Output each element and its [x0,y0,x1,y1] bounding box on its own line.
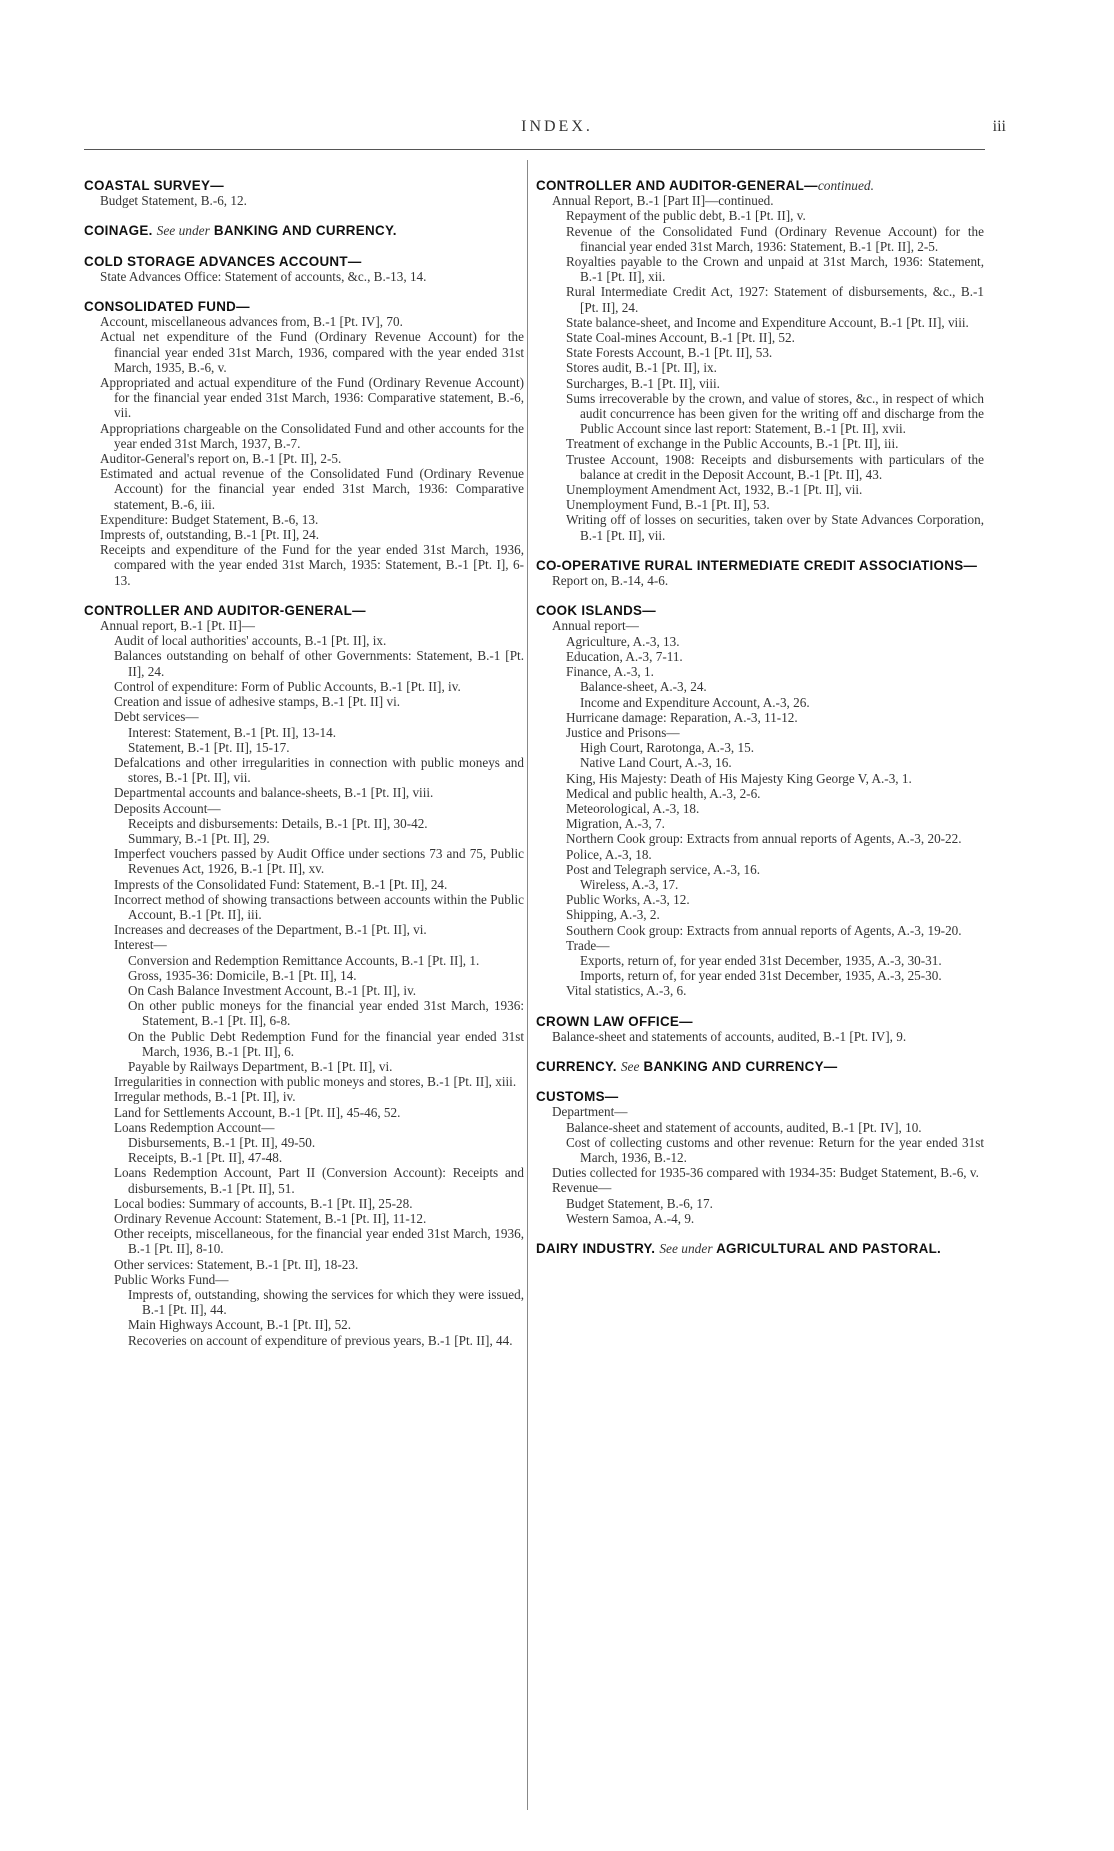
index-entry: Income and Expenditure Account, A.-3, 26. [580,694,810,710]
index-entry: Report on, B.-14, 4-6. [552,573,669,589]
section-heading [84,299,524,314]
index-entry: Gross, 1935-36: Domicile, B.-1 [Pt. II], 14. [128,967,357,983]
index-entry: Disbursements, B.-1 [Pt. II], 49-50. [128,1134,316,1150]
index-entry: Imprests of, outstanding, B.-1 [Pt. II], 24. [100,527,320,543]
index-entry: Rural Intermediate Credit Act, 1927: Statement of disbursements, &c., B.-1 [Pt. II], 24. [566,284,984,315]
index-entry: Loans Redemption Account, Part II (Conversion Account): Receipts and disbursements, B.-1 [Pt. II], 51. [114,1165,524,1196]
index-entry: Receipts, B.-1 [Pt. II], 47-48. [128,1150,283,1166]
index-entry: Public Works Fund— [114,1271,229,1287]
index-entry: Police, A.-3, 18. [566,846,652,862]
section-heading [536,1059,984,1074]
index-section [84,603,524,1348]
index-entry: Repayment of the public debt, B.-1 [Pt. II], v. [566,208,806,224]
section-heading [536,178,984,193]
index-entry: Imports, return of, for year ended 31st December, 1935, A.-3, 25-30. [580,968,942,984]
page-header [0,118,1114,142]
index-entry: Finance, A.-3, 1. [566,664,654,680]
index-entry: Writing off of losses on securities, taken over by State Advances Corporation, B.-1 [Pt. II], vii. [566,512,984,543]
index-entry: Post and Telegraph service, A.-3, 16. [566,861,761,877]
index-entry: Other services: Statement, B.-1 [Pt. II], 18-23. [114,1256,359,1272]
index-entry: On Cash Balance Investment Account, B.-1 [Pt. II], iv. [128,982,417,998]
index-entry: Annual report— [552,618,639,634]
section-heading [536,1241,984,1256]
index-entry: Appropriations chargeable on the Consolidated Fund and other accounts for the year ended 31st March, 1937, B.-7. [100,420,524,451]
index-entry: Conversion and Redemption Remittance Accounts, B.-1 [Pt. II], 1. [128,952,480,968]
index-entry: Statement, B.-1 [Pt. II], 15-17. [128,739,290,755]
index-entry: Creation and issue of adhesive stamps, B.-1 [Pt. II] vi. [114,694,401,710]
index-section [536,1059,984,1074]
section-heading [536,1014,984,1029]
index-section [536,1241,984,1256]
index-entry: Balance-sheet and statements of accounts, audited, B.-1 [Pt. IV], 9. [552,1028,907,1044]
index-entry: Local bodies: Summary of accounts, B.-1 [Pt. II], 25-28. [114,1195,413,1211]
heading-text: COINAGE. [84,223,153,239]
index-entry: Unemployment Amendment Act, 1932, B.-1 [Pt. II], vii. [566,482,863,498]
index-entry: Imprests of the Consolidated Fund: Statement, B.-1 [Pt. II], 24. [114,876,448,892]
index-entry: Balance-sheet and statement of accounts, audited, B.-1 [Pt. IV], 10. [566,1119,922,1135]
index-entry: State Coal-mines Account, B.-1 [Pt. II], 52. [566,330,795,346]
index-section [84,178,524,208]
index-entry: Balances outstanding on behalf of other Governments: Statement, B.-1 [Pt. II], 24. [114,648,524,679]
index-entry: Loans Redemption Account— [114,1119,275,1135]
index-entry: Annual report, B.-1 [Pt. II]— [100,618,255,634]
index-entry: Summary, B.-1 [Pt. II], 29. [128,830,270,846]
index-section [536,603,984,998]
heading-suffix: continued. [817,178,874,193]
index-entry: High Court, Rarotonga, A.-3, 15. [580,740,754,756]
index-entry: Deposits Account— [114,800,221,816]
index-entry: Receipts and disbursements: Details, B.-1 [Pt. II], 30-42. [128,815,428,831]
heading-text: CONTROLLER AND AUDITOR-GENERAL— [84,602,366,618]
index-entry: Ordinary Revenue Account: Statement, B.-1 [Pt. II], 11-12. [114,1211,427,1226]
heading-text: DAIRY INDUSTRY. [536,1241,656,1256]
see-reference-label: See under [156,223,210,239]
section-heading [84,178,524,193]
index-entry: On the Public Debt Redemption Fund for the financial year ended 31st March, 1936, B.-1 [Pt. II], 6. [128,1028,524,1059]
index-section [84,223,524,238]
see-reference-target: AGRICULTURAL AND PASTORAL. [716,1241,942,1256]
index-entry: Trustee Account, 1908: Receipts and disbursements with particulars of the balance at credit in the Deposit Account, B.-1 [Pt. II], 43. [566,451,984,482]
index-entry: Estimated and actual revenue of the Consolidated Fund (Ordinary Revenue Account) for the financial year ended 31st March, 1936: Comparative statement, B.-6, iii. [100,466,524,512]
index-section [536,1014,984,1044]
index-entry: Land for Settlements Account, B.-1 [Pt. II], 45-46, 52. [114,1104,401,1120]
index-entry: Southern Cook group: Extracts from annual reports of Agents, A.-3, 19-20. [566,922,962,938]
index-entry: Defalcations and other irregularities in connection with public moneys and stores, B.-1 [Pt. II], vii. [114,754,524,786]
index-entry: Account, miscellaneous advances from, B.-1 [Pt. IV], 70. [100,314,403,330]
index-entry: Balance-sheet, A.-3, 24. [580,679,707,695]
index-entry: Sums irrecoverable by the crown, and value of stores, &c., in respect of which audit concurrence has been given for the writing off and discharge from the Public Account since last report: Statement, B.-1 [Pt. II], xvii. [566,390,984,437]
index-entry: Payable by Railways Department, B.-1 [Pt. II], vi. [128,1058,393,1074]
index-entry: Imprests of, outstanding, showing the services for which they were issued, B.-1 [Pt. II], 44. [128,1287,524,1318]
index-entry: Other receipts, miscellaneous, for the financial year ended 31st March, 1936, B.-1 [Pt. II], 8-10. [114,1226,524,1257]
index-entry: Duties collected for 1935-36 compared with 1934-35: Budget Statement, B.-6, v. [552,1165,979,1181]
index-entry: State Forests Account, B.-1 [Pt. II], 53. [566,345,773,361]
index-entry: Incorrect method of showing transactions between accounts within the Public Account, B.-1 [Pt. II], iii. [114,891,524,922]
index-entry: King, His Majesty: Death of His Majesty King George V, A.-3, 1. [566,770,912,786]
index-section [84,254,524,284]
index-entry: Audit of local authorities' accounts, B.-1 [Pt. II], ix. [114,633,387,649]
index-entry: Main Highways Account, B.-1 [Pt. II], 52. [128,1317,352,1333]
column-divider [527,160,528,1810]
index-entry: Surcharges, B.-1 [Pt. II], viii. [566,375,720,391]
index-entry: Meteorological, A.-3, 18. [566,800,700,816]
index-entry: Revenue— [552,1180,612,1196]
page-title: INDEX. [521,118,593,135]
left-column [84,178,524,1363]
index-entry: Hurricane damage: Reparation, A.-3, 11-12. [566,709,798,725]
index-entry: State balance-sheet, and Income and Expenditure Account, B.-1 [Pt. II], viii. [566,314,969,330]
index-section [536,558,984,588]
index-entry: Expenditure: Budget Statement, B.-6, 13. [100,511,319,527]
right-column [536,178,984,1271]
index-entry: Auditor-General's report on, B.-1 [Pt. II], 2-5. [100,451,342,467]
heading-text: CONTROLLER AND AUDITOR-GENERAL— [536,178,818,193]
index-entry: Appropriated and actual expenditure of the Fund (Ordinary Revenue Account) for the financial year ended 31st March, 1936: Comparative statement, B.-6, vii. [100,375,524,421]
index-entry: Treatment of exchange in the Public Accounts, B.-1 [Pt. II], iii. [566,436,899,452]
index-entry: Native Land Court, A.-3, 16. [580,755,732,771]
index-entry: Unemployment Fund, B.-1 [Pt. II], 53. [566,497,770,513]
index-entry: Irregularities in connection with public moneys and stores, B.-1 [Pt. II], xiii. [114,1074,517,1090]
header-rule [84,149,985,150]
heading-text: CROWN LAW OFFICE— [536,1013,693,1029]
see-reference-target: BANKING AND CURRENCY. [213,223,397,239]
index-entry: Actual net expenditure of the Fund (Ordinary Revenue Account) for the financial year ended 31st March, 1936, compared with the year ended 31st March, 1935, B.-6, v. [100,329,524,375]
index-entry: Vital statistics, A.-3, 6. [566,983,687,999]
section-heading [536,1089,984,1104]
index-entry: Budget Statement, B.-6, 12. [100,193,247,209]
index-entry: Increases and decreases of the Department, B.-1 [Pt. II], vi. [114,922,427,938]
heading-text: COOK ISLANDS— [536,603,656,619]
index-entry: Justice and Prisons— [566,724,680,740]
index-entry: On other public moneys for the financial year ended 31st March, 1936: Statement, B.-1 [Pt. II], 6-8. [128,998,524,1029]
index-entry: Wireless, A.-3, 17. [580,876,679,892]
index-entry: Cost of collecting customs and other revenue: Return for the year ended 31st March, 1936, B.-12. [566,1134,984,1165]
heading-text: CURRENCY. [536,1058,617,1074]
index-entry: Debt services— [114,709,199,725]
index-entry: Western Samoa, A.-4, 9. [566,1210,695,1226]
section-heading [536,558,984,573]
index-entry: Departmental accounts and balance-sheets, B.-1 [Pt. II], viii. [114,785,434,801]
index-entry: Public Works, A.-3, 12. [566,892,690,908]
heading-text: CO-OPERATIVE RURAL INTERMEDIATE CREDIT ASSOCIATIONS— [536,557,978,573]
index-entry: Control of expenditure: Form of Public Accounts, B.-1 [Pt. II], iv. [114,678,461,694]
index-entry: Recoveries on account of expenditure of previous years, B.-1 [Pt. II], 44. [128,1332,513,1348]
section-heading [84,603,524,618]
index-entry: Imperfect vouchers passed by Audit Office under sections 73 and 75, Public Revenues Act, 1926, B.-1 [Pt. II], xv. [114,846,524,877]
index-entry: Budget Statement, B.-6, 17. [566,1195,713,1211]
index-entry: Receipts and expenditure of the Fund for the year ended 31st March, 1936, compared with the year ended 31st March, 1935: Statement, B.-1 [Pt. I], 6-13. [100,542,524,588]
index-entry: Education, A.-3, 7-11. [566,648,683,664]
index-entry: Royalties payable to the Crown and unpaid at 31st March, 1936: Statement, B.-1 [Pt. II], xii. [566,254,984,285]
see-reference-label: See under [659,1241,713,1256]
index-entry: Agriculture, A.-3, 13. [566,633,680,649]
index-section [536,178,984,543]
index-section [536,1089,984,1226]
index-entry: Northern Cook group: Extracts from annual reports of Agents, A.-3, 20-22. [566,831,962,847]
section-heading [84,223,524,238]
page-number: iii [992,118,1006,135]
index-entry: Interest: Statement, B.-1 [Pt. II], 13-14. [128,724,337,740]
index-entry: Medical and public health, A.-3, 2-6. [566,785,761,801]
index-section [84,299,524,588]
see-reference-label: See [620,1058,640,1074]
see-reference-target: BANKING AND CURRENCY— [643,1058,838,1074]
index-entry: State Advances Office: Statement of accounts, &c., B.-13, 14. [100,268,427,284]
heading-text: CONSOLIDATED FUND— [84,299,250,315]
heading-text: COASTAL SURVEY— [84,178,224,193]
heading-text: COLD STORAGE ADVANCES ACCOUNT— [84,253,362,269]
index-entry: Migration, A.-3, 7. [566,816,665,832]
index-entry: Department— [552,1104,628,1120]
heading-text: CUSTOMS— [536,1089,619,1105]
index-entry: Stores audit, B.-1 [Pt. II], ix. [566,360,717,376]
section-heading [84,254,524,269]
index-entry: Revenue of the Consolidated Fund (Ordinary Revenue Account) for the financial year ended 31st March, 1936: Statement, B.-1 [Pt. II], 2-5. [566,223,984,254]
index-entry: Trade— [566,937,610,953]
index-entry: Annual Report, B.-1 [Part II]—continued. [552,193,774,209]
index-entry: Exports, return of, for year ended 31st December, 1935, A.-3, 30-31. [580,952,942,968]
index-entry: Interest— [114,937,167,953]
index-entry: Shipping, A.-3, 2. [566,907,660,923]
section-heading [536,603,984,618]
index-entry: Irregular methods, B.-1 [Pt. II], iv. [114,1089,296,1105]
